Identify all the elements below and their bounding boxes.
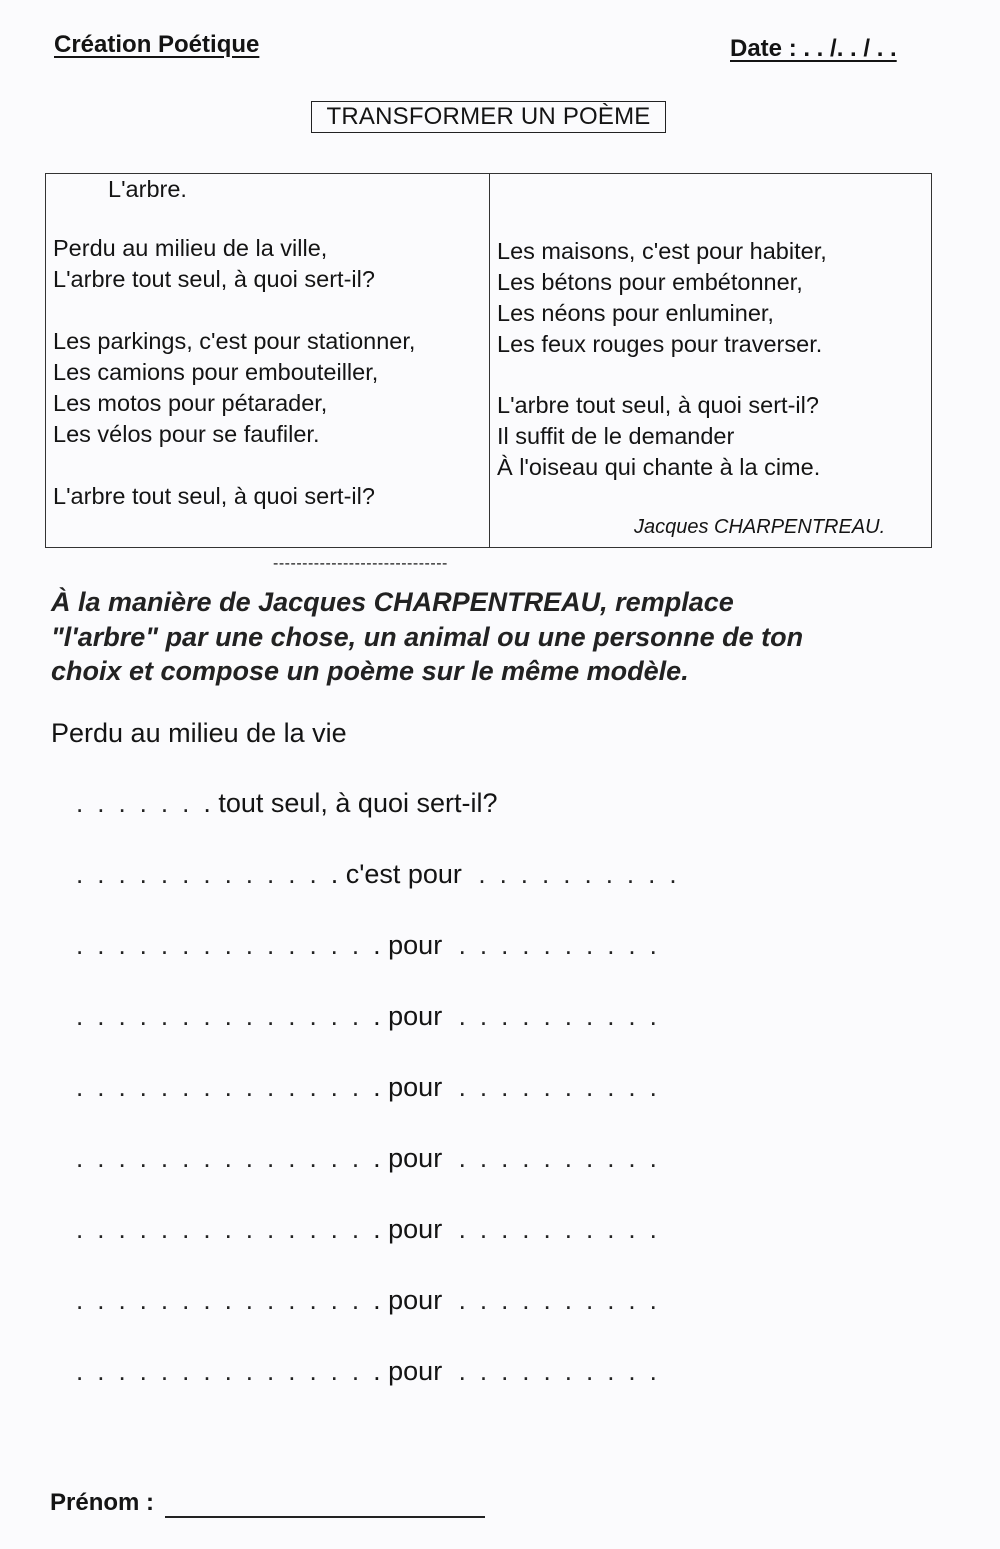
fill-in-dots[interactable]: .......... — [458, 930, 671, 960]
exercise-pour-line — [76, 1214, 671, 1245]
exercise-text: . tout seul, à quoi sert-il? — [203, 788, 498, 818]
instruction-line-2: "l'arbre" par une chose, un animal ou une personne de ton — [51, 622, 804, 652]
first-name-input-line[interactable] — [165, 1516, 485, 1518]
poem-line: L'arbre tout seul, à quoi sert-il? — [53, 266, 375, 292]
fill-in-dots[interactable]: ............ — [76, 859, 331, 889]
instruction-line-1: À la manière de Jacques CHARPENTREAU, remplace — [51, 587, 734, 617]
poem-column-divider — [489, 174, 490, 547]
poem-line: Les motos pour pétarader, — [53, 390, 328, 416]
exercise-pour-line — [76, 930, 671, 961]
fill-in-dots[interactable]: .............. — [76, 1214, 374, 1244]
poem-line: Les feux rouges pour traverser. — [497, 331, 823, 357]
poem-line: Les bétons pour embétonner, — [497, 269, 803, 295]
fill-in-dots[interactable]: .............. — [76, 1072, 374, 1102]
fill-in-dots[interactable]: .......... — [478, 859, 691, 889]
poem-line: Perdu au milieu de la ville, — [53, 235, 328, 261]
pour-label: . pour — [373, 1214, 443, 1244]
pour-label: . pour — [373, 1285, 443, 1315]
exercise-text: . c'est pour — [330, 859, 462, 889]
pour-label: . pour — [373, 1001, 443, 1031]
exercise-pour-line — [76, 1143, 671, 1174]
exercise-pour-line — [76, 1356, 671, 1387]
fill-in-dots[interactable]: .......... — [458, 1143, 671, 1173]
pour-label: . pour — [373, 1072, 443, 1102]
fill-in-dots[interactable]: .......... — [458, 1285, 671, 1315]
poem-left-stanza-1 — [53, 233, 375, 295]
poem-line: Les maisons, c'est pour habiter, — [497, 238, 827, 264]
fill-in-dots[interactable]: .......... — [458, 1072, 671, 1102]
pour-label: . pour — [373, 1143, 443, 1173]
pour-label: . pour — [373, 930, 443, 960]
fill-in-dots[interactable]: .......... — [458, 1214, 671, 1244]
exercise-line-3 — [76, 859, 691, 890]
exercise-line-1: Perdu au milieu de la vie — [51, 718, 347, 748]
exercise-line-2 — [76, 788, 498, 819]
poem-table — [45, 173, 932, 548]
worksheet-category: Création Poétique — [54, 31, 260, 58]
poem-line: L'arbre tout seul, à quoi sert-il? — [497, 392, 819, 418]
fill-in-dots[interactable]: .......... — [458, 1001, 671, 1031]
date-field: Date : . . /. . / . . — [730, 35, 897, 62]
poem-line: À l'oiseau qui chante à la cime. — [497, 454, 821, 480]
poem-line: Les camions pour embouteiller, — [53, 359, 379, 385]
poem-right-stanza-2 — [497, 390, 820, 483]
poem-title: L'arbre. — [108, 176, 187, 202]
instruction-line-3: choix et compose un poème sur le même modèle. — [51, 656, 689, 686]
fill-in-dots[interactable]: .............. — [76, 930, 374, 960]
exercise-pour-line — [76, 1285, 671, 1316]
exercise-pour-line — [76, 1001, 671, 1032]
pour-label: . pour — [373, 1356, 443, 1386]
poem-line: Les parkings, c'est pour stationner, — [53, 328, 416, 354]
worksheet-title: TRANSFORMER UN POÈME — [311, 101, 666, 133]
exercise-pour-line — [76, 1072, 671, 1103]
fill-in-dots[interactable]: .............. — [76, 1285, 374, 1315]
fill-in-dots[interactable]: ...... — [76, 788, 204, 818]
fill-in-dots[interactable]: .............. — [76, 1356, 374, 1386]
poem-line: Il suffit de le demander — [497, 423, 735, 449]
first-name-label: Prénom : — [50, 1489, 155, 1516]
separator-line: ------------------------------ — [273, 555, 448, 572]
poem-line: L'arbre tout seul, à quoi sert-il? — [53, 483, 375, 509]
poem-author: Jacques CHARPENTREAU. — [634, 516, 886, 538]
poem-line: Les vélos pour se faufiler. — [53, 421, 320, 447]
fill-in-dots[interactable]: .............. — [76, 1143, 374, 1173]
poem-line: Les néons pour enluminer, — [497, 300, 774, 326]
poem-left-stanza-3 — [53, 481, 375, 512]
fill-in-dots[interactable]: .......... — [458, 1356, 671, 1386]
poem-right-stanza-1 — [497, 236, 827, 360]
poem-left-stanza-2 — [53, 326, 415, 450]
fill-in-dots[interactable]: .............. — [76, 1001, 374, 1031]
